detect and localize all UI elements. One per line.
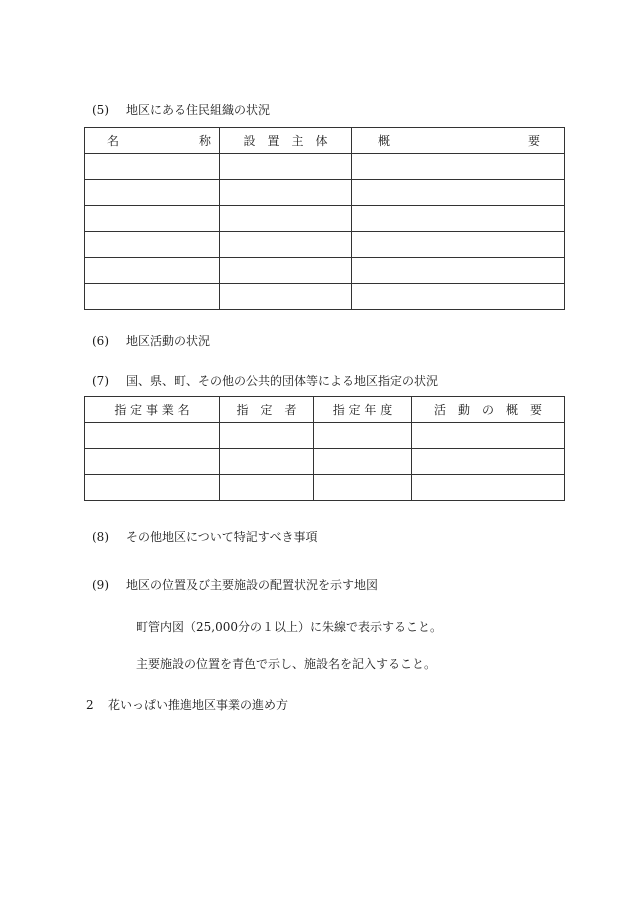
section-5-number: (5) xyxy=(92,103,109,117)
table-cell[interactable] xyxy=(85,423,220,449)
section-8-number: (8) xyxy=(92,530,109,544)
table-cell[interactable] xyxy=(352,206,565,232)
table-cell[interactable] xyxy=(352,232,565,258)
col-header-name: 名 称 xyxy=(85,128,220,154)
section-9-heading xyxy=(92,578,378,592)
table-cell[interactable] xyxy=(220,206,352,232)
section-9-title: 地区の位置及び主要施設の配置状況を示す地図 xyxy=(126,578,379,592)
table-cell[interactable] xyxy=(352,284,565,310)
section-6-number: (6) xyxy=(92,334,109,348)
table-cell[interactable] xyxy=(314,423,412,449)
table-cell[interactable] xyxy=(352,154,565,180)
section-9-note-facilities: 主要施設の位置を青色で示し、施設名を記入すること。 xyxy=(136,657,437,671)
table-header-row xyxy=(85,128,565,154)
table-cell[interactable] xyxy=(220,475,314,501)
table-cell[interactable] xyxy=(352,180,565,206)
district-designation-table xyxy=(84,396,565,501)
table-cell[interactable] xyxy=(220,258,352,284)
section-8-heading xyxy=(92,530,318,544)
table-cell[interactable] xyxy=(85,449,220,475)
col-header-overview: 概 要 xyxy=(352,128,565,154)
table-row xyxy=(85,154,565,180)
section-8-title: その他地区について特記すべき事項 xyxy=(126,530,318,544)
table-row xyxy=(85,423,565,449)
table-cell[interactable] xyxy=(85,284,220,310)
section-6-heading xyxy=(92,334,210,348)
table-cell[interactable] xyxy=(85,154,220,180)
table-row xyxy=(85,232,565,258)
resident-organizations-table xyxy=(84,127,565,310)
col-header-designation-year: 指 定 年 度 xyxy=(314,397,412,423)
col-header-organizer: 設 置 主 体 xyxy=(220,128,352,154)
table-cell[interactable] xyxy=(352,258,565,284)
chapter-2-title: 花いっぱい推進地区事業の進め方 xyxy=(108,698,289,712)
table-cell[interactable] xyxy=(220,154,352,180)
section-5-title: 地区にある住民組織の状況 xyxy=(126,103,271,117)
section-9-note-map: 町管内図（25,000分の１以上）に朱線で表示すること。 xyxy=(136,620,442,634)
section-7-number: (7) xyxy=(92,374,109,388)
table-row xyxy=(85,180,565,206)
table-cell[interactable] xyxy=(85,258,220,284)
section-5-heading xyxy=(92,103,270,117)
table-header-row xyxy=(85,397,565,423)
col-header-project-name: 指 定 事 業 名 xyxy=(85,397,220,423)
table-cell[interactable] xyxy=(412,449,565,475)
table-cell[interactable] xyxy=(314,449,412,475)
table-cell[interactable] xyxy=(85,180,220,206)
table-cell[interactable] xyxy=(85,232,220,258)
col-header-activity-overview: 活 動 の 概 要 xyxy=(412,397,565,423)
section-6-title: 地区活動の状況 xyxy=(126,334,211,348)
table-row xyxy=(85,449,565,475)
table-row xyxy=(85,258,565,284)
section-7-heading xyxy=(92,374,438,388)
table-cell[interactable] xyxy=(85,475,220,501)
table-row xyxy=(85,206,565,232)
table-cell[interactable] xyxy=(314,475,412,501)
section-7-title: 国、県、町、その他の公共的団体等による地区指定の状況 xyxy=(126,374,439,388)
col-header-designator: 指 定 者 xyxy=(220,397,314,423)
table-cell[interactable] xyxy=(412,475,565,501)
chapter-2-heading xyxy=(86,698,288,712)
table-cell[interactable] xyxy=(220,232,352,258)
table-cell[interactable] xyxy=(220,423,314,449)
table-cell[interactable] xyxy=(220,180,352,206)
table-cell[interactable] xyxy=(220,284,352,310)
table-row xyxy=(85,284,565,310)
table-row xyxy=(85,475,565,501)
table-cell[interactable] xyxy=(220,449,314,475)
chapter-2-number: 2 xyxy=(86,698,94,712)
table-cell[interactable] xyxy=(412,423,565,449)
section-9-number: (9) xyxy=(92,578,109,592)
table-cell[interactable] xyxy=(85,206,220,232)
